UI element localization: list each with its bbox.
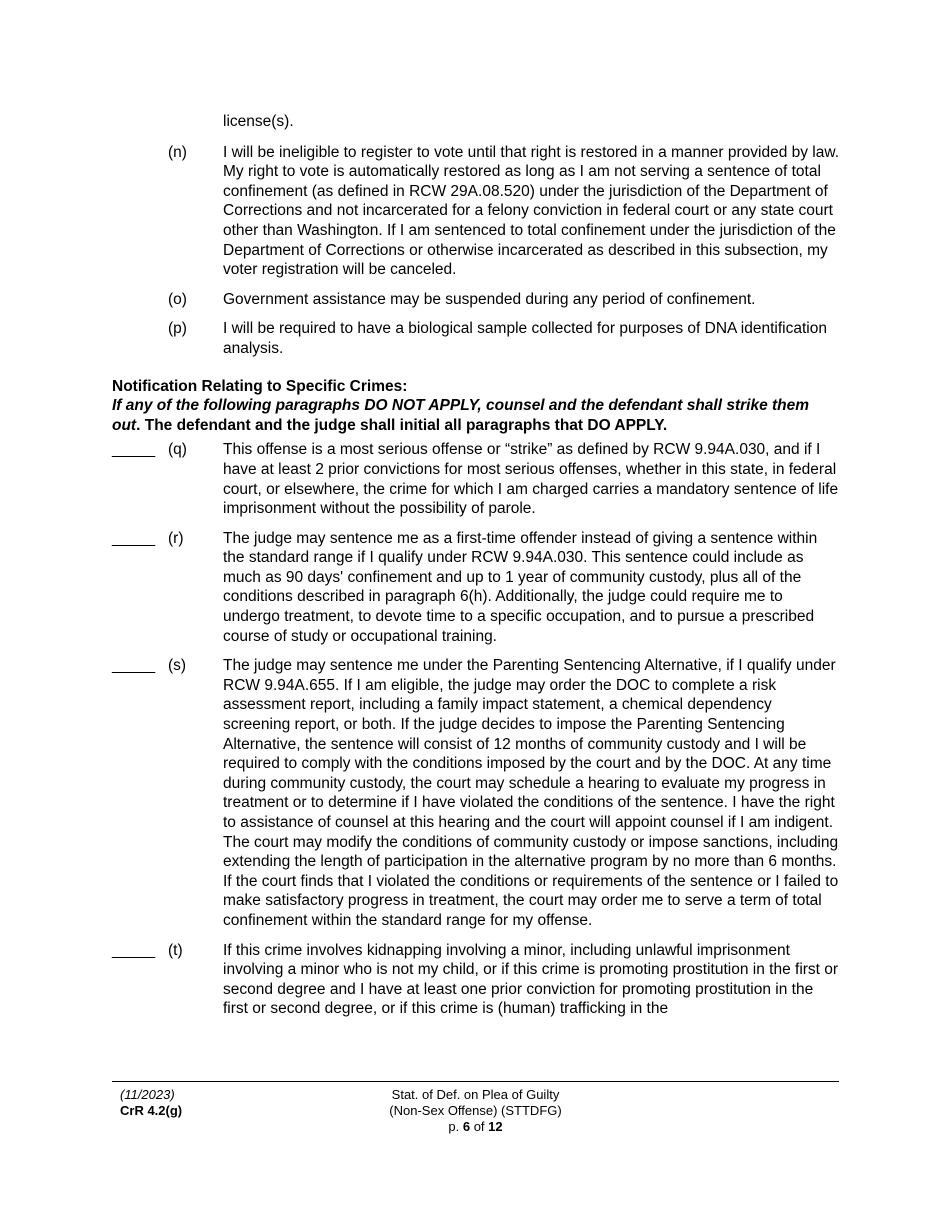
item-label: (r) xyxy=(168,529,184,547)
instruction-text: If any of the following paragraphs DO NOT APPLY, counsel and the defendant shall strike them out. The defendant and the judge shall initial all paragraphs that DO APPLY. xyxy=(112,397,810,434)
list-item xyxy=(112,529,839,647)
list-item xyxy=(112,440,839,518)
item-text: I will be required to have a biological sample collected for purposes of DNA identification analysis. xyxy=(223,320,827,357)
form-date: (11/2023) xyxy=(120,1087,175,1102)
item-text: This offense is a most serious offense or “strike” as defined by RCW 9.94A.030, and if I have at least 2 prior convictions for most serious offenses, whether in this state, in federal court, or elsewhere, the crime for which I am charged carries a mandatory sentence of life imprisonment without the possibility of parole. xyxy=(223,441,839,518)
item-text: The judge may sentence me under the Parenting Sentencing Alternative, if I qualify under RCW 9.94A.655. If I am eligible, the judge may order the DOC to complete a risk assessment report, including a family impact statement, a chemical dependency screening report, or both. If the judge decides to impose the Parenting Sentencing Alternative, the sentence will consist of 12 months of community custody and I will be required to comply with the conditions imposed by the court and by the DOC. At any time during community custody, the court may schedule a hearing to evaluate my progress in treatment or to determine if I have violated the conditions of the sentence. I have the right to assistance of counsel at this hearing and the court will appoint counsel if I am indigent. The court may modify the conditions of community custody or impose sanctions, including extending the length of participation in the alternative program by no more than 6 months. If the court finds that I violated the conditions or requirements of the sentence or I failed to make satisfactory progress in treatment, the court may order me to serve a term of total confinement within the standard range for my offense. xyxy=(223,657,839,929)
list-item xyxy=(112,290,839,310)
form-title-line1: Stat. of Def. on Plea of Guilty xyxy=(391,1087,560,1102)
list-item xyxy=(112,143,839,280)
section-heading: Notification Relating to Specific Crimes: xyxy=(112,377,408,395)
initial-blank: _____ xyxy=(112,441,156,459)
list-item xyxy=(112,656,839,930)
item-label: (s) xyxy=(168,657,187,675)
initial-blank: _____ xyxy=(112,529,156,547)
list-item xyxy=(112,941,839,1019)
court-rule: CrR 4.2(g) xyxy=(120,1103,183,1118)
page-footer xyxy=(112,1081,839,1134)
item-label: (o) xyxy=(168,290,187,308)
form-title xyxy=(112,1087,839,1135)
item-text: The judge may sentence me as a first-time offender instead of giving a sentence within the standard range if I qualify under RCW 9.94A.030. This sentence could include as much as 90 days' confinement and up to 1 year of community custody, plus all of the conditions described in paragraph 6(h). Additionally, the judge could require me to undergo treatment, to devote time to a specific occupation, and to pursue a prescribed course of study or occupational training. xyxy=(223,529,818,645)
item-label: (q) xyxy=(168,441,187,459)
item-text: If this crime involves kidnapping involving a minor, including unlawful imprisonment involving a minor who is not my child, or if this crime is promoting prostitution in the first or second degree and I have at least one prior conviction for promoting prostitution in the first or second degree, or if this crime is (human) trafficking in the xyxy=(223,941,839,1018)
continuation-text: license(s). xyxy=(223,113,294,130)
list-item xyxy=(112,319,839,358)
page-number: p. 6 of 12 xyxy=(448,1119,503,1134)
item-text: Government assistance may be suspended during any period of confinement. xyxy=(223,290,756,308)
document-body xyxy=(112,112,839,1029)
item-text: I will be ineligible to register to vote until that right is restored in a manner provided by law. My right to vote is automatically restored as long as I am not serving a sentence of total confinement (as defined in RCW 29A.08.520) under the jurisdiction of the Department of Corrections and not incarcerated for a felony conviction in federal court or any state court other than Washington. If I am sentenced to total confinement under the jurisdiction of the Department of Corrections or otherwise incarcerated as described in this subsection, my voter registration will be canceled. xyxy=(223,143,840,279)
item-label: (n) xyxy=(168,143,187,161)
initial-blank: _____ xyxy=(112,657,156,675)
initial-blank: _____ xyxy=(112,941,156,959)
form-title-line2: (Non-Sex Offense) (STTDFG) xyxy=(389,1103,562,1118)
item-label: (p) xyxy=(168,320,187,338)
item-label: (t) xyxy=(168,941,183,959)
